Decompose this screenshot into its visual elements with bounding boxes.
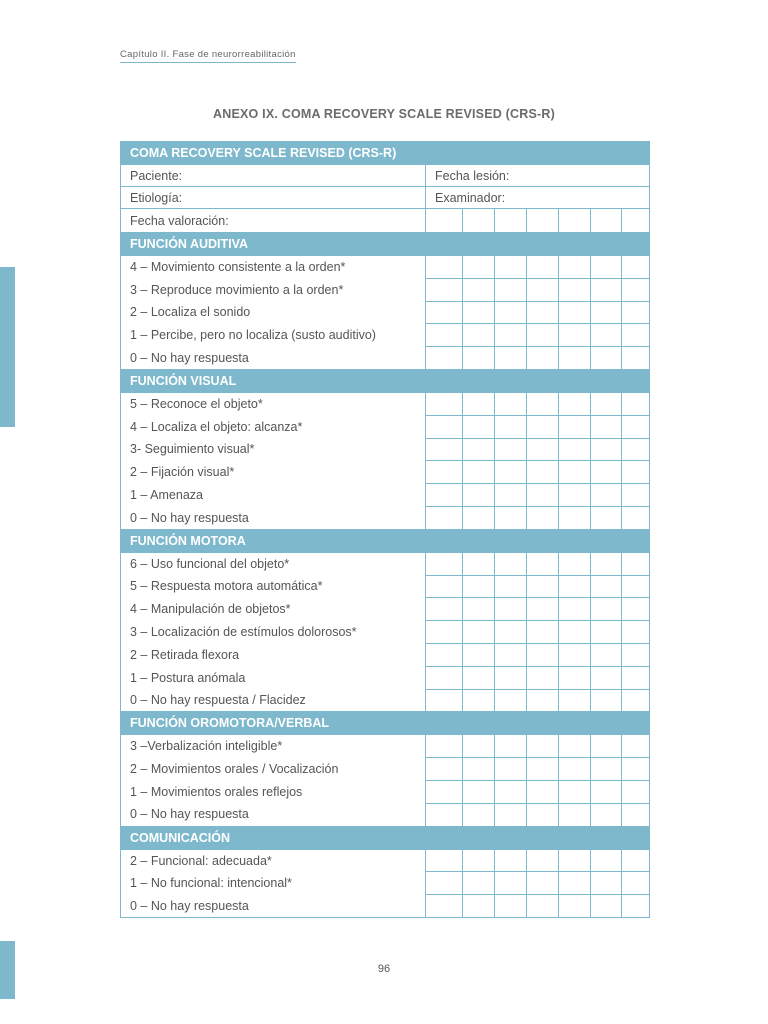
score-cell (559, 598, 591, 621)
examiner-field: Examinador: (426, 187, 650, 209)
item-label: 2 – Movimientos orales / Vocalización (121, 758, 426, 781)
score-cell (463, 552, 495, 575)
item-label: 4 – Localiza el objeto: alcanza* (121, 415, 426, 438)
item-label: 1 – Postura anómala (121, 666, 426, 689)
score-cell (463, 872, 495, 895)
score-cell (591, 256, 622, 279)
table-row (121, 278, 650, 301)
score-cell (622, 575, 650, 598)
score-cell (591, 461, 622, 484)
score-cell (463, 506, 495, 529)
table-row (121, 552, 650, 575)
item-label: 4 – Manipulación de objetos* (121, 598, 426, 621)
score-cell (527, 621, 559, 644)
score-cell (463, 324, 495, 347)
score-cell (495, 780, 527, 803)
item-label: 6 – Uso funcional del objeto* (121, 552, 426, 575)
assessment-date-cell (495, 209, 527, 233)
score-cell (622, 552, 650, 575)
item-label: 3 –Verbalización inteligible* (121, 735, 426, 758)
score-cell (495, 415, 527, 438)
score-cell (426, 735, 463, 758)
score-cell (426, 392, 463, 415)
table-row (121, 689, 650, 712)
score-cell (527, 666, 559, 689)
item-label: 2 – Fijación visual* (121, 461, 426, 484)
score-cell (527, 415, 559, 438)
score-cell (591, 643, 622, 666)
score-cell (591, 803, 622, 826)
score-cell (622, 689, 650, 712)
score-cell (559, 780, 591, 803)
score-cell (426, 849, 463, 872)
score-cell (591, 849, 622, 872)
score-cell (622, 872, 650, 895)
score-cell (495, 392, 527, 415)
score-cell (622, 666, 650, 689)
score-cell (426, 780, 463, 803)
patient-field: Paciente: (121, 165, 426, 187)
table-row (121, 575, 650, 598)
score-cell (591, 666, 622, 689)
table-row (121, 301, 650, 324)
score-cell (463, 347, 495, 370)
score-cell (622, 392, 650, 415)
assessment-date-cell (591, 209, 622, 233)
table-row (121, 392, 650, 415)
score-cell (463, 438, 495, 461)
assessment-date-cell (622, 209, 650, 233)
score-cell (426, 872, 463, 895)
etiology-field: Etiología: (121, 187, 426, 209)
item-label: 0 – No hay respuesta (121, 803, 426, 826)
score-cell (559, 758, 591, 781)
score-cell (559, 666, 591, 689)
score-cell (426, 256, 463, 279)
score-cell (591, 438, 622, 461)
item-label: 0 – No hay respuesta / Flacidez (121, 689, 426, 712)
item-label: 4 – Movimiento consistente a la orden* (121, 256, 426, 279)
score-cell (622, 621, 650, 644)
score-cell (495, 872, 527, 895)
item-label: 2 – Funcional: adecuada* (121, 849, 426, 872)
score-cell (495, 735, 527, 758)
score-cell (527, 575, 559, 598)
score-cell (463, 256, 495, 279)
section-header: FUNCIÓN VISUAL (121, 369, 650, 392)
score-cell (622, 256, 650, 279)
score-cell (591, 392, 622, 415)
item-label: 0 – No hay respuesta (121, 347, 426, 370)
score-cell (463, 415, 495, 438)
score-cell (622, 643, 650, 666)
score-cell (426, 484, 463, 507)
item-label: 1 – Percibe, pero no localiza (susto auditivo) (121, 324, 426, 347)
table-row (121, 256, 650, 279)
score-cell (527, 461, 559, 484)
score-cell (463, 735, 495, 758)
score-cell (463, 689, 495, 712)
table-row (121, 506, 650, 529)
score-cell (559, 461, 591, 484)
table-row (121, 324, 650, 347)
score-cell (495, 598, 527, 621)
section-header: FUNCIÓN MOTORA (121, 529, 650, 552)
score-cell (622, 347, 650, 370)
page-number: 96 (377, 963, 391, 975)
score-cell (591, 689, 622, 712)
score-cell (426, 621, 463, 644)
score-cell (495, 484, 527, 507)
score-cell (463, 780, 495, 803)
score-cell (559, 256, 591, 279)
running-head: Capítulo II. Fase de neurorreabilitación (120, 49, 296, 63)
score-cell (591, 484, 622, 507)
score-cell (426, 324, 463, 347)
score-cell (495, 347, 527, 370)
score-cell (591, 347, 622, 370)
score-cell (527, 484, 559, 507)
annex-title: ANEXO IX. COMA RECOVERY SCALE REVISED (CRS-R) (213, 107, 555, 121)
score-cell (426, 689, 463, 712)
score-cell (495, 575, 527, 598)
score-cell (559, 278, 591, 301)
score-cell (527, 643, 559, 666)
table-row (121, 643, 650, 666)
score-cell (591, 278, 622, 301)
score-cell (426, 598, 463, 621)
score-cell (591, 872, 622, 895)
score-cell (463, 278, 495, 301)
score-cell (591, 758, 622, 781)
score-cell (559, 895, 591, 918)
score-cell (559, 735, 591, 758)
section-header: FUNCIÓN OROMOTORA/VERBAL (121, 712, 650, 735)
score-cell (527, 278, 559, 301)
score-cell (527, 392, 559, 415)
score-cell (527, 552, 559, 575)
score-cell (463, 849, 495, 872)
table-row (121, 666, 650, 689)
score-cell (426, 803, 463, 826)
item-label: 2 – Localiza el sonido (121, 301, 426, 324)
score-cell (495, 803, 527, 826)
table-row (121, 735, 650, 758)
score-cell (622, 301, 650, 324)
score-cell (527, 803, 559, 826)
score-cell (622, 758, 650, 781)
score-cell (559, 415, 591, 438)
score-cell (495, 689, 527, 712)
assessment-date-cell (463, 209, 495, 233)
score-cell (495, 666, 527, 689)
score-cell (495, 621, 527, 644)
item-label: 1 – No funcional: intencional* (121, 872, 426, 895)
score-cell (559, 621, 591, 644)
score-cell (426, 895, 463, 918)
score-cell (426, 575, 463, 598)
table-title: COMA RECOVERY SCALE REVISED (CRS-R) (121, 142, 650, 165)
score-cell (463, 666, 495, 689)
section-header: COMUNICACIÓN (121, 826, 650, 849)
item-label: 0 – No hay respuesta (121, 895, 426, 918)
score-cell (463, 484, 495, 507)
table-row (121, 598, 650, 621)
table-row (121, 803, 650, 826)
score-cell (622, 506, 650, 529)
score-cell (622, 484, 650, 507)
score-cell (559, 689, 591, 712)
score-cell (622, 780, 650, 803)
score-cell (495, 301, 527, 324)
score-cell (622, 415, 650, 438)
assessment-date-field: Fecha valoración: (121, 209, 426, 233)
assessment-date-cell (527, 209, 559, 233)
score-cell (559, 803, 591, 826)
score-cell (426, 301, 463, 324)
score-cell (527, 256, 559, 279)
score-cell (527, 780, 559, 803)
score-cell (527, 438, 559, 461)
score-cell (495, 324, 527, 347)
score-cell (559, 552, 591, 575)
score-cell (591, 506, 622, 529)
score-cell (591, 575, 622, 598)
score-cell (591, 895, 622, 918)
item-label: 3 – Reproduce movimiento a la orden* (121, 278, 426, 301)
item-label: 3- Seguimiento visual* (121, 438, 426, 461)
score-cell (527, 506, 559, 529)
score-cell (622, 895, 650, 918)
score-cell (463, 895, 495, 918)
score-cell (495, 461, 527, 484)
side-tab-top (0, 267, 15, 427)
score-cell (622, 278, 650, 301)
score-cell (527, 598, 559, 621)
score-cell (463, 621, 495, 644)
score-cell (559, 438, 591, 461)
table-row (121, 347, 650, 370)
score-cell (591, 735, 622, 758)
score-cell (426, 758, 463, 781)
score-cell (495, 256, 527, 279)
score-cell (527, 689, 559, 712)
score-cell (495, 758, 527, 781)
score-cell (463, 643, 495, 666)
score-cell (591, 552, 622, 575)
score-cell (527, 895, 559, 918)
injury-date-field: Fecha lesión: (426, 165, 650, 187)
assessment-date-cell (559, 209, 591, 233)
score-cell (527, 324, 559, 347)
score-cell (559, 301, 591, 324)
score-cell (463, 758, 495, 781)
score-cell (463, 575, 495, 598)
table-row (121, 895, 650, 918)
crs-r-table (120, 141, 650, 918)
table-row (121, 621, 650, 644)
table-row (121, 849, 650, 872)
score-cell (495, 278, 527, 301)
score-cell (622, 438, 650, 461)
score-cell (559, 849, 591, 872)
item-label: 1 – Movimientos orales reflejos (121, 780, 426, 803)
section-header: FUNCIÓN AUDITIVA (121, 233, 650, 256)
item-label: 5 – Reconoce el objeto* (121, 392, 426, 415)
score-cell (559, 872, 591, 895)
table-row (121, 438, 650, 461)
score-cell (591, 598, 622, 621)
score-cell (426, 415, 463, 438)
score-cell (495, 643, 527, 666)
score-cell (463, 301, 495, 324)
score-cell (559, 506, 591, 529)
score-cell (591, 324, 622, 347)
item-label: 2 – Retirada flexora (121, 643, 426, 666)
table-row (121, 872, 650, 895)
table-row (121, 461, 650, 484)
item-label: 1 – Amenaza (121, 484, 426, 507)
score-cell (591, 415, 622, 438)
score-cell (559, 643, 591, 666)
score-cell (622, 324, 650, 347)
score-cell (426, 666, 463, 689)
score-cell (527, 735, 559, 758)
score-cell (495, 438, 527, 461)
table-row (121, 415, 650, 438)
score-cell (426, 461, 463, 484)
score-cell (559, 392, 591, 415)
score-cell (622, 803, 650, 826)
score-cell (463, 392, 495, 415)
score-cell (622, 461, 650, 484)
score-cell (559, 575, 591, 598)
score-cell (426, 278, 463, 301)
score-cell (426, 643, 463, 666)
score-cell (495, 552, 527, 575)
score-cell (495, 849, 527, 872)
assessment-date-cell (426, 209, 463, 233)
score-cell (527, 872, 559, 895)
item-label: 3 – Localización de estímulos dolorosos* (121, 621, 426, 644)
score-cell (622, 849, 650, 872)
score-cell (527, 758, 559, 781)
score-cell (463, 803, 495, 826)
score-cell (426, 438, 463, 461)
item-label: 0 – No hay respuesta (121, 506, 426, 529)
score-cell (426, 347, 463, 370)
score-cell (622, 598, 650, 621)
score-cell (527, 347, 559, 370)
score-cell (463, 461, 495, 484)
table-row (121, 484, 650, 507)
item-label: 5 – Respuesta motora automática* (121, 575, 426, 598)
score-cell (559, 347, 591, 370)
score-cell (495, 895, 527, 918)
score-cell (426, 506, 463, 529)
score-cell (527, 301, 559, 324)
score-cell (591, 621, 622, 644)
score-cell (527, 849, 559, 872)
score-cell (591, 780, 622, 803)
score-cell (495, 506, 527, 529)
table-row (121, 758, 650, 781)
score-cell (463, 598, 495, 621)
table-row (121, 780, 650, 803)
score-cell (426, 552, 463, 575)
score-cell (591, 301, 622, 324)
score-cell (559, 484, 591, 507)
score-cell (559, 324, 591, 347)
score-cell (622, 735, 650, 758)
